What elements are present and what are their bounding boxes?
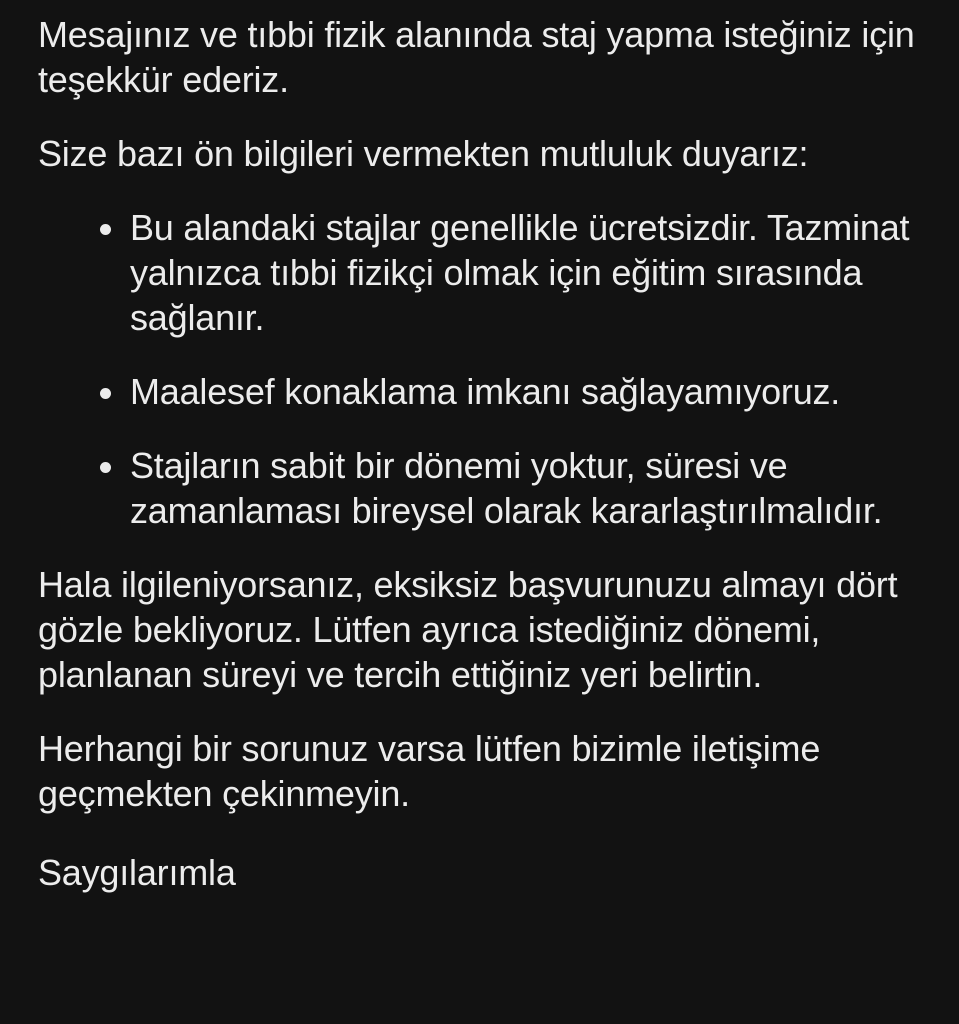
list-item bbox=[130, 205, 933, 340]
signoff: Saygılarımla bbox=[38, 852, 236, 893]
bullet-dot-icon bbox=[100, 224, 111, 235]
bullet-dot-icon bbox=[100, 388, 111, 399]
list-item-text: Bu alandaki stajlar genellikle ücretsizdir. Tazminat yalnızca tıbbi fizikçi olmak için eğitim sırasında sağlanır. bbox=[130, 207, 910, 338]
greeting-paragraph: Mesajınız ve tıbbi fizik alanında staj yapma isteğiniz için teşekkür ederiz. bbox=[38, 14, 915, 100]
list-item bbox=[130, 369, 933, 414]
intro-paragraph: Size bazı ön bilgileri vermekten mutluluk duyarız: bbox=[38, 133, 809, 174]
message-body bbox=[38, 12, 933, 924]
contact-paragraph: Herhangi bir sorunuz varsa lütfen bizimle iletişime geçmekten çekinmeyin. bbox=[38, 728, 821, 814]
list-item bbox=[130, 443, 933, 533]
application-paragraph: Hala ilgileniyorsanız, eksiksiz başvurunuzu almayı dört gözle bekliyoruz. Lütfen ayrıca istediğiniz dönemi, planlanan süreyi ve tercih ettiğiniz yeri belirtin. bbox=[38, 564, 898, 695]
list-item-text: Stajların sabit bir dönemi yoktur, süresi ve zamanlaması bireysel olarak kararlaştırılmalıdır. bbox=[130, 445, 883, 531]
info-list bbox=[38, 205, 933, 533]
bullet-dot-icon bbox=[100, 462, 111, 473]
list-item-text: Maalesef konaklama imkanı sağlayamıyoruz. bbox=[130, 371, 841, 412]
